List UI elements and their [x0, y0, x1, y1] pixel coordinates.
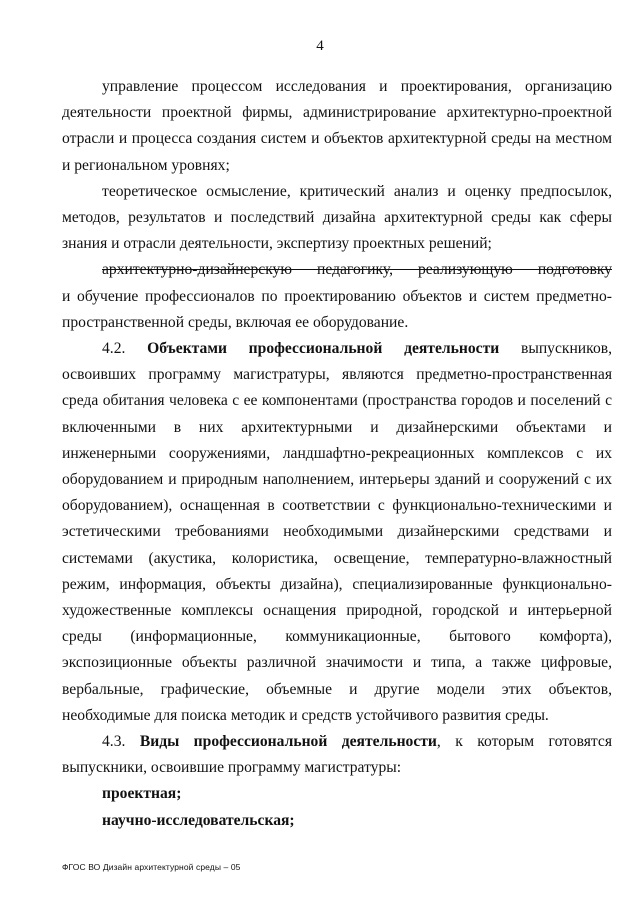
section-4-2 [62, 336, 612, 729]
list-item-research: научно-исследовательская; [102, 811, 295, 829]
section-4-2-number: 4.2. [102, 340, 126, 358]
section-4-3-number: 4.3. [102, 733, 126, 751]
struck-text: архитектурно-дизайнерскую педагогику, реализующую подготовку [102, 261, 612, 279]
section-4-2-text: выпускников, освоивших программу магистратуры, являются предметно-пространственная среда обитания человека с ее компонентами (пространства городов и поселений с включенными в них архитектурными и дизайнерскими объектами и инженерными сооружениями, ландшафтно-рекреационных комплексов с их оборудованием и природным наполнением, интерьеры зданий и сооружений с их оборудованием), оснащенная в соответствии с функционально-техническими и эстетическими требованиями необходимыми дизайнерскими средствами и системами (акустика, колористика, освещение, температурно-влажностный режим, информация, объекты дизайна), специализированные функционально-художественные комплексы оснащения природной, городской и интерьерной среды (информационные, коммуникационные, бытового комфорта), экспозиционные объекты различной значимости и типа, а также цифровые, вербальные, графические, объемные и другие модели этих объектов, необходимые для поиска методик и средств устойчивого развития среды. [62, 340, 612, 724]
section-4-2-heading: Объектами профессиональной деятельности [147, 340, 500, 358]
section-4-3-heading: Виды профессиональной деятельности [139, 733, 437, 751]
page-footer: ФГОС ВО Дизайн архитектурной среды – 05 [62, 862, 241, 872]
paragraph-management: управление процессом исследования и проектирования, организацию деятельности проектной фирмы, администрирование архитектурно-проектной отрасли и процесса создания систем и объектов архитектурной среды на местном и региональном уровнях; [62, 78, 612, 174]
paragraph-pedagogy-rest: и обучение профессионалов по проектированию объектов и систем предметно-пространственной среды, включая ее оборудование. [62, 287, 612, 331]
paragraph-theory: теоретическое осмысление, критический анализ и оценку предпосылок, методов, результатов и последствий дизайна архитектурной среды как сферы знания и отрасли деятельности, экспертизу проектных решений; [62, 182, 612, 253]
paragraph-pedagogy-struck-line [62, 257, 612, 283]
document-body [62, 74, 612, 834]
list-item-design: проектная; [102, 785, 182, 803]
section-4-3-text: , к которым готовятся выпускники, освоившие программу магистратуры: [62, 733, 612, 777]
page-number: 4 [316, 38, 324, 54]
section-4-3 [62, 729, 612, 781]
